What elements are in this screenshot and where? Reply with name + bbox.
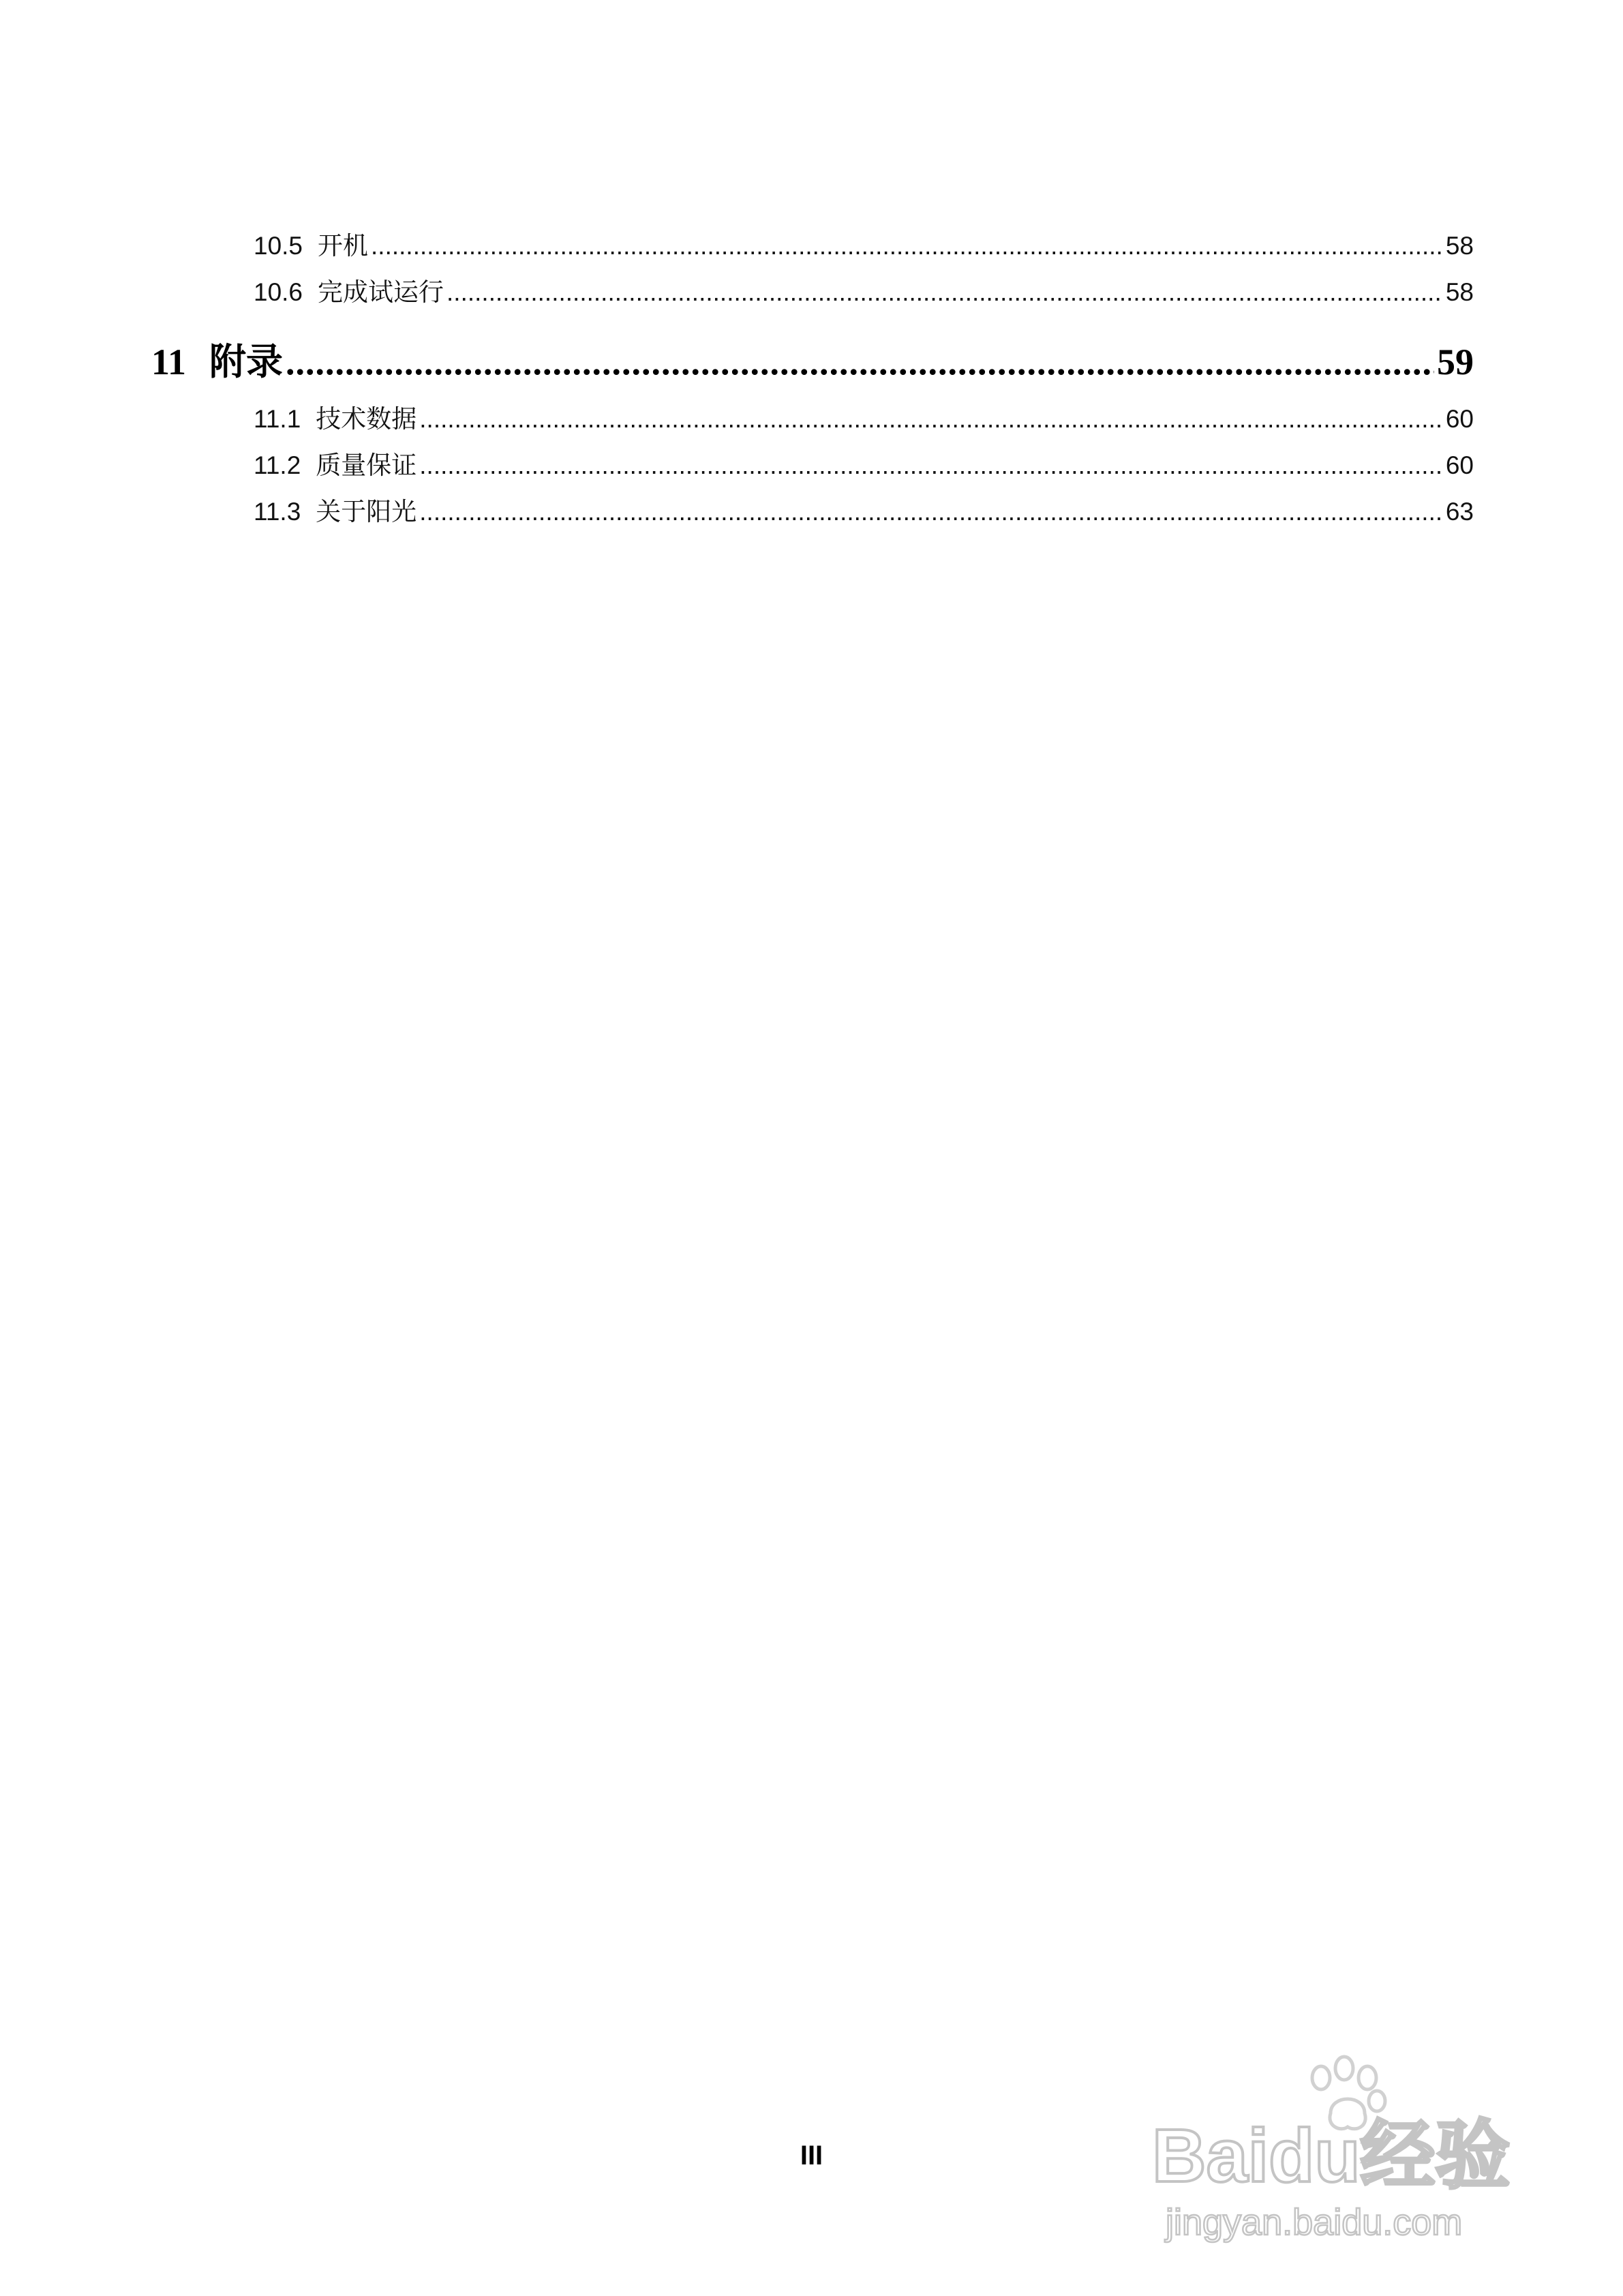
toc-chapter-number: 11 — [151, 342, 187, 382]
toc-entry-number: 11.2 — [254, 451, 301, 479]
toc-entry-number: 10.6 — [254, 278, 303, 306]
watermark-url: jingyan.baidu.com — [1166, 2202, 1463, 2243]
toc-dot-leader — [446, 278, 1443, 307]
toc-entry-page: 58 — [1445, 232, 1474, 260]
baidu-jingyan-watermark — [1152, 2045, 1534, 2250]
toc-entry-title: 关于阳光 — [316, 498, 417, 526]
toc-dot-leader — [371, 232, 1443, 260]
toc-entry-11-1[interactable] — [254, 398, 1474, 439]
toc-entry-number: 10.5 — [254, 232, 303, 260]
toc-entry-10-5[interactable] — [254, 225, 1474, 266]
toc-entry-title: 质量保证 — [316, 451, 417, 479]
toc-entry-page: 63 — [1445, 498, 1474, 526]
toc-entry-number: 11.1 — [254, 405, 301, 433]
toc-entry-title: 完成试运行 — [318, 278, 444, 306]
toc-dot-leader — [419, 405, 1443, 434]
toc-entry-11-2[interactable] — [254, 444, 1474, 485]
toc-dot-leader — [286, 341, 1434, 383]
toc-entry-10-6[interactable] — [254, 271, 1474, 312]
watermark-brand: Baidu经验 — [1152, 2114, 1511, 2198]
toc-entry-page: 60 — [1445, 451, 1474, 479]
toc-dot-leader — [419, 451, 1443, 480]
toc-entry-page: 58 — [1445, 278, 1474, 306]
toc-entry-number: 11.3 — [254, 498, 301, 526]
toc-entry-title: 开机 — [318, 232, 369, 260]
toc-chapter-page: 59 — [1437, 342, 1474, 382]
toc-entry-title: 技术数据 — [316, 405, 417, 433]
toc-chapter-title: 附录 — [209, 342, 284, 382]
toc-entry-page: 60 — [1445, 405, 1474, 433]
toc-dot-leader — [419, 498, 1443, 526]
page-number: III — [800, 2141, 823, 2171]
toc-chapter-11[interactable] — [151, 333, 1474, 387]
toc-entry-11-3[interactable] — [254, 491, 1474, 532]
